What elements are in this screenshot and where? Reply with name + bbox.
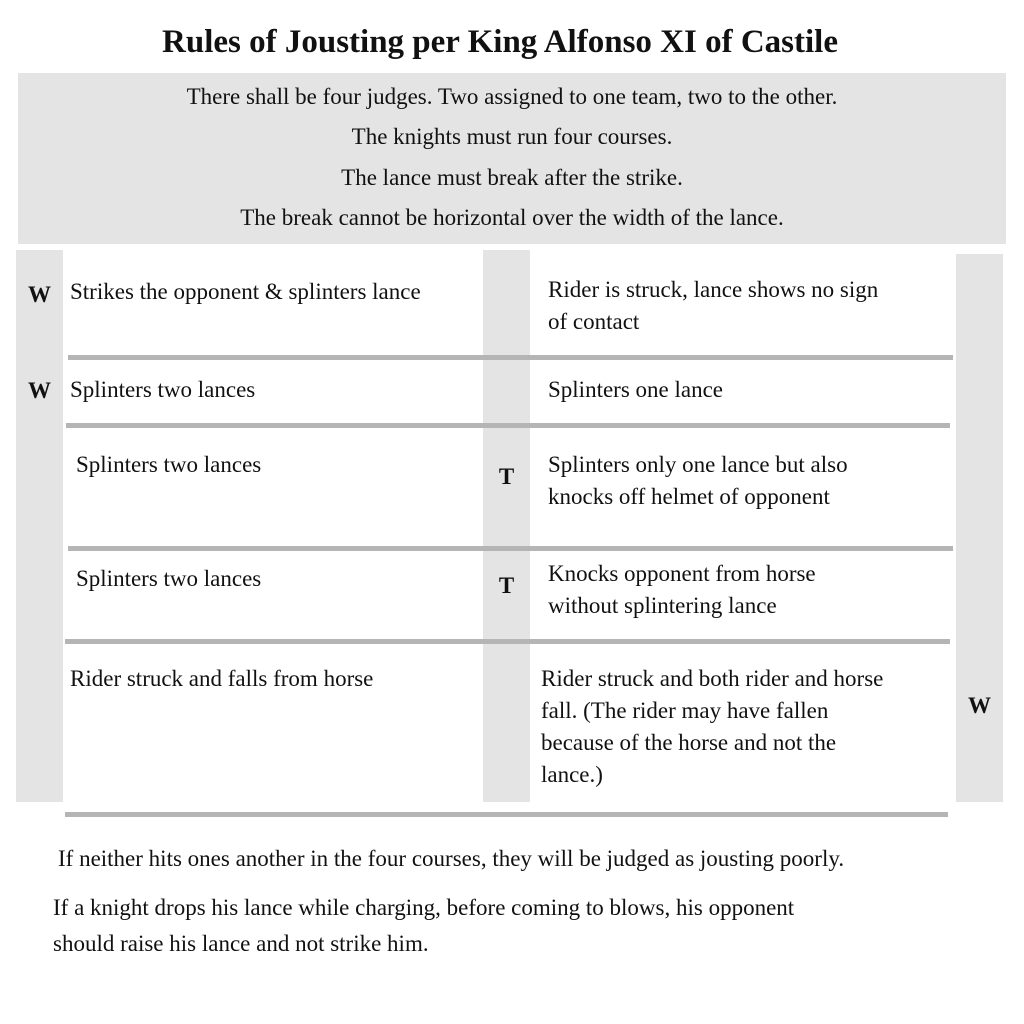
footnote xyxy=(53,890,794,962)
left-outcome: Splinters two lances xyxy=(76,566,262,591)
right-outcome-line: Knocks opponent from horse xyxy=(548,561,816,586)
right-outcome-line: Splinters only one lance but also xyxy=(548,452,848,477)
right-outcome: Splinters one lance xyxy=(548,377,724,402)
general-rule: There shall be four judges. Two assigned to one team, two to the other. xyxy=(186,84,838,109)
left-outcome: Splinters two lances xyxy=(70,377,256,402)
row-divider xyxy=(65,639,950,644)
page-title: Rules of Jousting per King Alfonso XI of Castile xyxy=(162,24,838,60)
right-outcome xyxy=(548,274,878,337)
winner-mark: W xyxy=(968,693,991,718)
tie-mark: T xyxy=(498,573,515,598)
general-rule: The break cannot be horizontal over the width of the lance. xyxy=(240,205,784,230)
left-outcome: Strikes the opponent & splinters lance xyxy=(70,279,421,304)
left-outcome: Rider struck and falls from horse xyxy=(70,666,374,691)
right-outcome xyxy=(548,449,848,512)
footnote: If neither hits ones another in the four courses, they will be judged as jousting poorly. xyxy=(58,846,845,871)
right-outcome-line: because of the horse and not the xyxy=(541,730,837,755)
general-rule: The lance must break after the strike. xyxy=(341,165,683,190)
left-outcome: Splinters two lances xyxy=(76,452,262,477)
footnote-line: should raise his lance and not strike him. xyxy=(53,931,429,956)
right-outcome-line: fall. (The rider may have fallen xyxy=(541,698,829,723)
right-outcome-line: Rider struck and both rider and horse xyxy=(541,666,884,691)
right-outcome-line: Rider is struck, lance shows no sign xyxy=(548,277,879,302)
middle-mark-column xyxy=(483,250,530,802)
table-bottom-divider xyxy=(65,812,948,817)
right-outcome-line: knocks off helmet of opponent xyxy=(548,483,830,509)
winner-mark: W xyxy=(28,378,51,403)
right-outcome xyxy=(548,558,816,621)
right-outcome-line: without splintering lance xyxy=(548,592,777,618)
left-mark-column xyxy=(16,250,63,802)
right-outcome-line: of contact xyxy=(548,308,640,334)
general-rule: The knights must run four courses. xyxy=(351,124,673,149)
row-divider xyxy=(68,355,953,360)
tie-mark: T xyxy=(498,464,515,489)
right-outcome xyxy=(541,663,883,791)
right-outcome-line: lance.) xyxy=(541,762,603,787)
winner-mark: W xyxy=(28,282,51,307)
footnote-line: If a knight drops his lance while charging, before coming to blows, his opponent xyxy=(53,895,795,920)
row-divider xyxy=(68,546,953,551)
row-divider xyxy=(66,423,950,428)
general-rules-panel xyxy=(18,73,1006,244)
